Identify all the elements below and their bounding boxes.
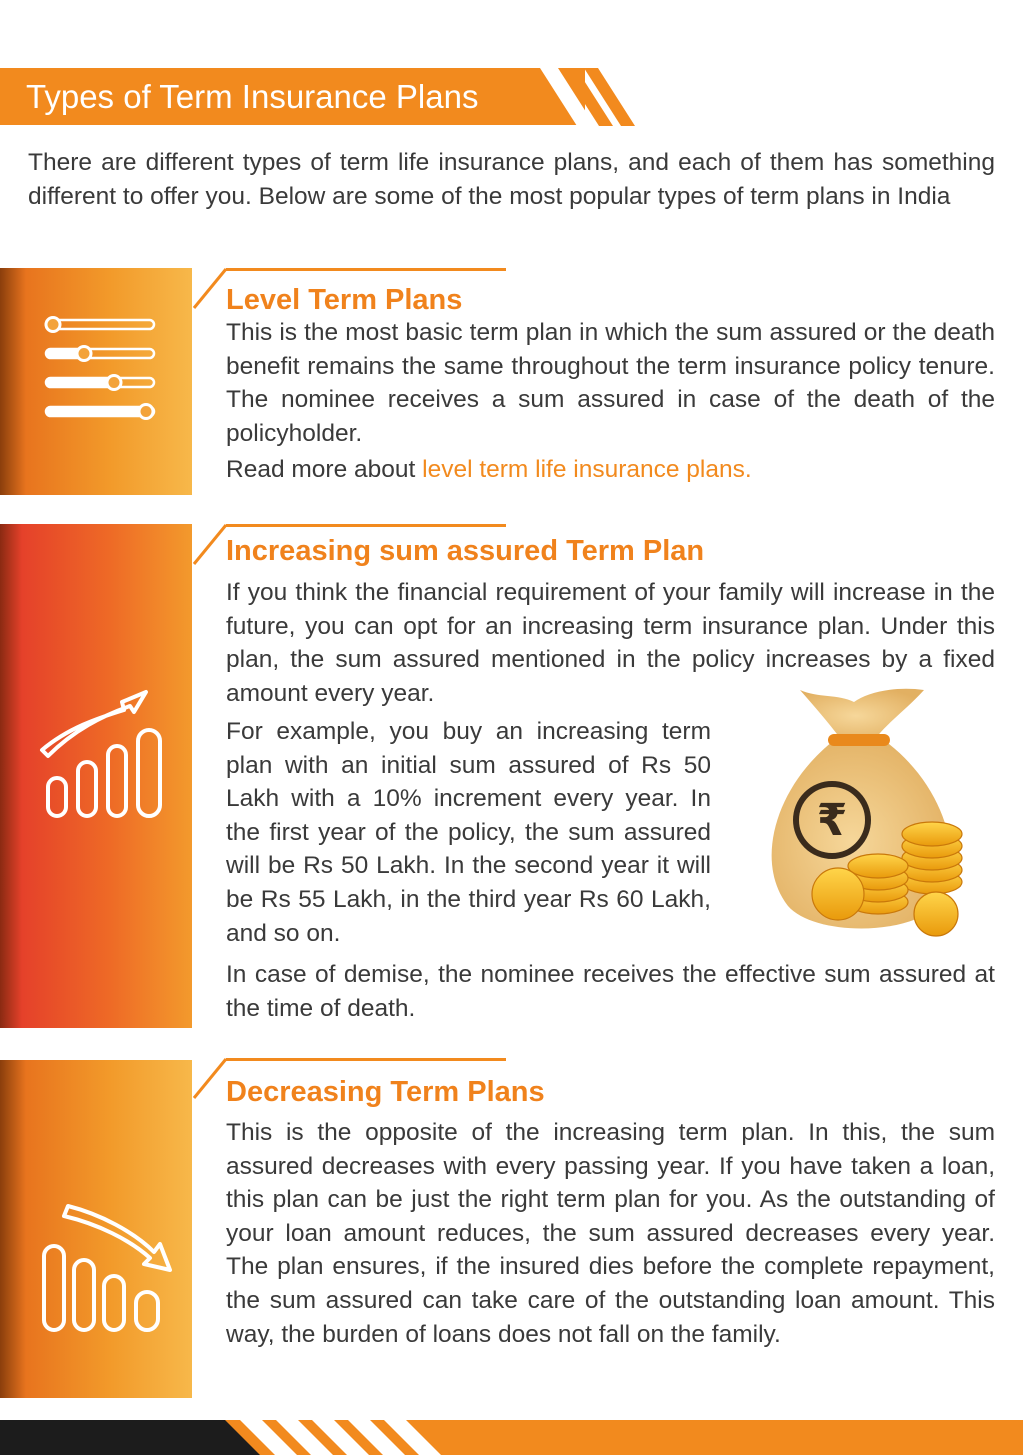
header-stripes-decoration <box>540 68 640 126</box>
section-divider <box>226 268 506 271</box>
section-divider <box>226 524 506 527</box>
section-corner-decoration <box>192 1058 228 1118</box>
decreasing-term-title: Decreasing Term Plans <box>226 1076 545 1108</box>
readmore-prefix: Read more about <box>226 456 423 483</box>
sliders-icon <box>40 312 160 422</box>
intro-paragraph: There are different types of term life insurance plans, and each of them has something different to offer you. Below are some of the most popular types of term plans in India <box>28 149 995 210</box>
section-corner-decoration <box>192 268 228 495</box>
page-title: Types of Term Insurance Plans <box>26 78 479 115</box>
level-term-body: This is the most basic term plan in which the sum assured or the death benefit remains the same throughout the term insurance policy tenure. The nominee receives a sum assured in case of the death of the policyholder. <box>226 319 995 447</box>
level-term-title: Level Term Plans <box>226 284 463 316</box>
section-divider <box>226 1058 506 1061</box>
increasing-chart-icon <box>38 688 170 820</box>
increasing-term-body-3: In case of demise, the nominee receives the effective sum assured at the time of death. <box>226 961 995 1022</box>
footer-bar <box>0 1420 1023 1455</box>
increasing-term-body-1: If you think the financial requirement of your family will increase in the future, you can opt for an increasing term insurance plan. Under this plan, the sum assured mentioned in the policy increases by a fixed amount every year. <box>226 579 995 707</box>
increasing-term-body-2: For example, you buy an increasing term plan with an initial sum assured of Rs 50 Lakh with a 10% increment every year. In the first year of the policy, the sum assured will be Rs 50 Lakh. In the second year it will be Rs 55 Lakh, in the third year Rs 60 Lakh, and so on. <box>226 718 711 947</box>
level-term-band <box>0 268 192 495</box>
rupee-symbol: ₹ <box>816 795 848 846</box>
increasing-term-title: Increasing sum assured Term Plan <box>226 535 705 567</box>
level-term-readmore <box>226 453 995 487</box>
level-term-link[interactable]: level term life insurance plans. <box>422 456 752 483</box>
section-corner-decoration <box>192 524 228 584</box>
money-bag-illustration <box>758 684 968 946</box>
decreasing-chart-icon <box>38 1200 174 1336</box>
decreasing-term-body: This is the opposite of the increasing term plan. In this, the sum assured decreases with every passing year. If you have taken a loan, this plan can be just the right term plan for you. As the outstanding of your loan amount reduces, the sum assured decreases every year. The plan ensures, if the insured dies before the complete repayment, the sum assured can take care of the outstanding loan amount. This way, the burden of loans does not fall on the family. <box>226 1119 995 1348</box>
